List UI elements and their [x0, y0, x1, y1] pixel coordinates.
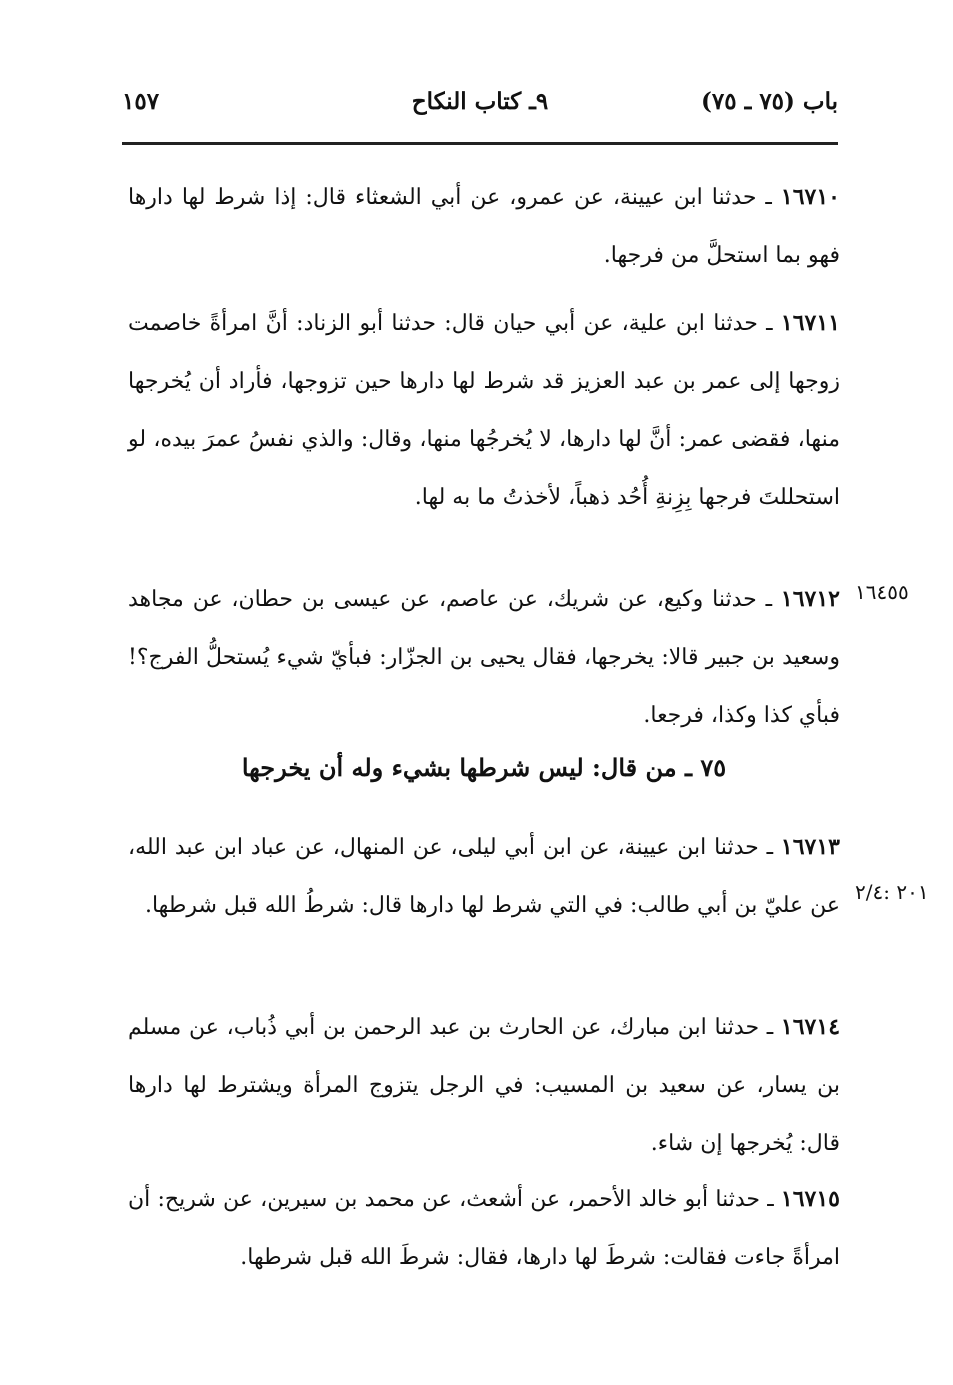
hadith-entry: [128, 168, 840, 285]
margin-cross-reference: ٢٠١ :٢/٤: [855, 880, 929, 904]
margin-cross-reference: ١٦٤٥٥: [855, 580, 909, 604]
hadith-text: ـ حدثنا ابن مبارك، عن الحارث بن عبد الرحمن بن أبي ذُباب، عن مسلم بن يسار، عن سعيد بن المسيب: في الرجل يتزوج المرأة ويشترط لها دارها قال: يُخرجها إن شاء.: [128, 1015, 840, 1156]
hadith-number: ١٦٧١٢: [780, 586, 840, 612]
hadith-entry: [128, 1170, 840, 1287]
hadith-entry: [128, 818, 840, 935]
hadith-number: ١٦٧١٣: [780, 834, 840, 860]
header-rule: [122, 142, 838, 145]
hadith-entry: [128, 998, 840, 1173]
hadith-text: ـ حدثنا ابن عيينة، عن عمرو، عن أبي الشعثاء قال: إذا شرط لها دارها فهو بما استحلَّ من فرجها.: [128, 185, 840, 268]
hadith-text: ـ حدثنا وكيع، عن شريك، عن عاصم، عن عيسى بن حطان، عن مجاهد وسعيد بن جبير قالا: يخرجها، فقال يحيى بن الجزّار: فبأيّ شيء يُستحلُّ الفرج؟! فبأي كذا وكذا، فرجعا.: [128, 587, 840, 728]
hadith-number: ١٦٧١١: [780, 310, 840, 336]
hadith-text: ـ حدثنا أبو خالد الأحمر، عن أشعث، عن محمد بن سيرين، عن شريح: أن امرأةً جاءت فقالت: شرطَ لها دارها، فقال: شرطَ الله قبل شرطها.: [128, 1187, 840, 1270]
hadith-number: ١٦٧١٤: [780, 1014, 841, 1040]
page-number: ١٥٧: [122, 88, 160, 115]
hadith-number: ١٦٧١٥: [780, 1186, 840, 1212]
hadith-text: ـ حدثنا ابن عيينة، عن ابن أبي ليلى، عن المنهال، عن عباد ابن عبد الله، عن عليّ بن أبي طالب: في التي شرط لها دارها قال: شرطُ الله قبل شرطها.: [128, 835, 840, 918]
book-title: ٩ـ كتاب النكاح: [411, 88, 549, 115]
running-header: [122, 88, 838, 132]
hadith-text: ـ حدثنا ابن علية، عن أبي حيان قال: حدثنا أبو الزناد: أنَّ امرأةً خاصمت زوجها إلى عمر بن عبد العزيز قد شرط لها دارها حين تزوجها، فأراد أن يُخرجها منها، فقضى عمر: أنَّ لها دارها، لا يُخرجُها منها، وقال: والذي نفسُ عمرَ بيده، لو استحللتَ فرجها بِزِنةِ أُحُد ذهباً، لأخذتُ ما به لها.: [128, 311, 840, 510]
hadith-entry: [128, 294, 840, 527]
chapter-section-label: باب (٧٥ ـ ٧٥): [700, 88, 838, 115]
section-heading: ٧٥ ـ من قال: ليس شرطها بشيء وله أن يخرجها: [241, 753, 727, 782]
hadith-entry: [128, 570, 840, 745]
hadith-number: ١٦٧١٠: [780, 184, 840, 210]
